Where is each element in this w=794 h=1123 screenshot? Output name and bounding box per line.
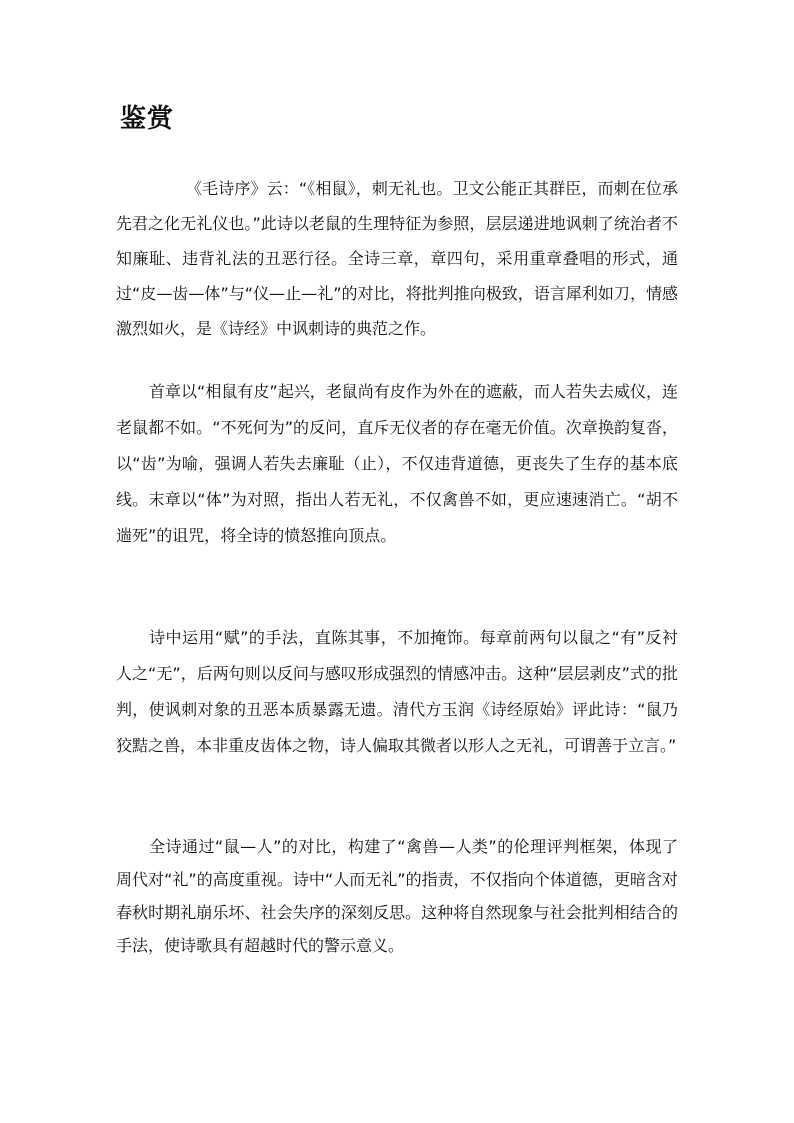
paragraph-chapter-analysis: 首章以“相鼠有皮”起兴，老鼠尚有皮作为外在的遮蔽，而人若失去威仪，连老鼠都不如。“不死何为”的反问，直斥无仪者的存在毫无价值。次章换韵复沓，以“齿”为喻，强调人若失去廉耻（止），不仅违背道德，更丧失了生存的基本底线。末章以“体”为对照，指出人若无礼，不仅禽兽不如，更应速速消亡。“胡不遄死”的诅咒，将全诗的愤怒推向顶点。 (116, 382, 678, 545)
paragraph-intro: 《毛诗序》云：“《相鼠》，刺无礼也。卫文公能正其群臣，而刺在位承先君之化无礼仪也。”此诗以老鼠的生理特征为参照，层层递进地讽刺了统治者不知廉耻、违背礼法的丑恶行径。全诗三章，章四句，采用重章叠唱的形式，通过“皮—齿—体”与“仪—止—礼”的对比，将批判推向极致，语言犀利如刀，情感激烈如火，是《诗经》中讽刺诗的典范之作。 (116, 179, 678, 338)
paragraph-conclusion: 全诗通过“鼠—人”的对比，构建了“禽兽—人类”的伦理评判框架，体现了周代对“礼”的高度重视。诗中“人而无礼”的指责，不仅指向个体道德，更暗含对春秋时期礼崩乐坏、社会失序的深刻反思。这种将自然现象与社会批判相结合的手法，使诗歌具有超越时代的警示意义。 (116, 837, 678, 955)
paragraph-technique: 诗中运用“赋”的手法，直陈其事，不加掩饰。每章前两句以鼠之“有”反衬人之“无”，后两句则以反问与感叹形成强烈的情感冲击。这种“层层剥皮”式的批判，使讽刺对象的丑恶本质暴露无遗。清代方玉润《诗经原始》评此诗：“鼠乃狡黠之兽，本非重皮齿体之物，诗人偏取其微者以形人之无礼，可谓善于立言。” (116, 628, 678, 755)
section-heading: 鉴赏 (120, 104, 175, 134)
